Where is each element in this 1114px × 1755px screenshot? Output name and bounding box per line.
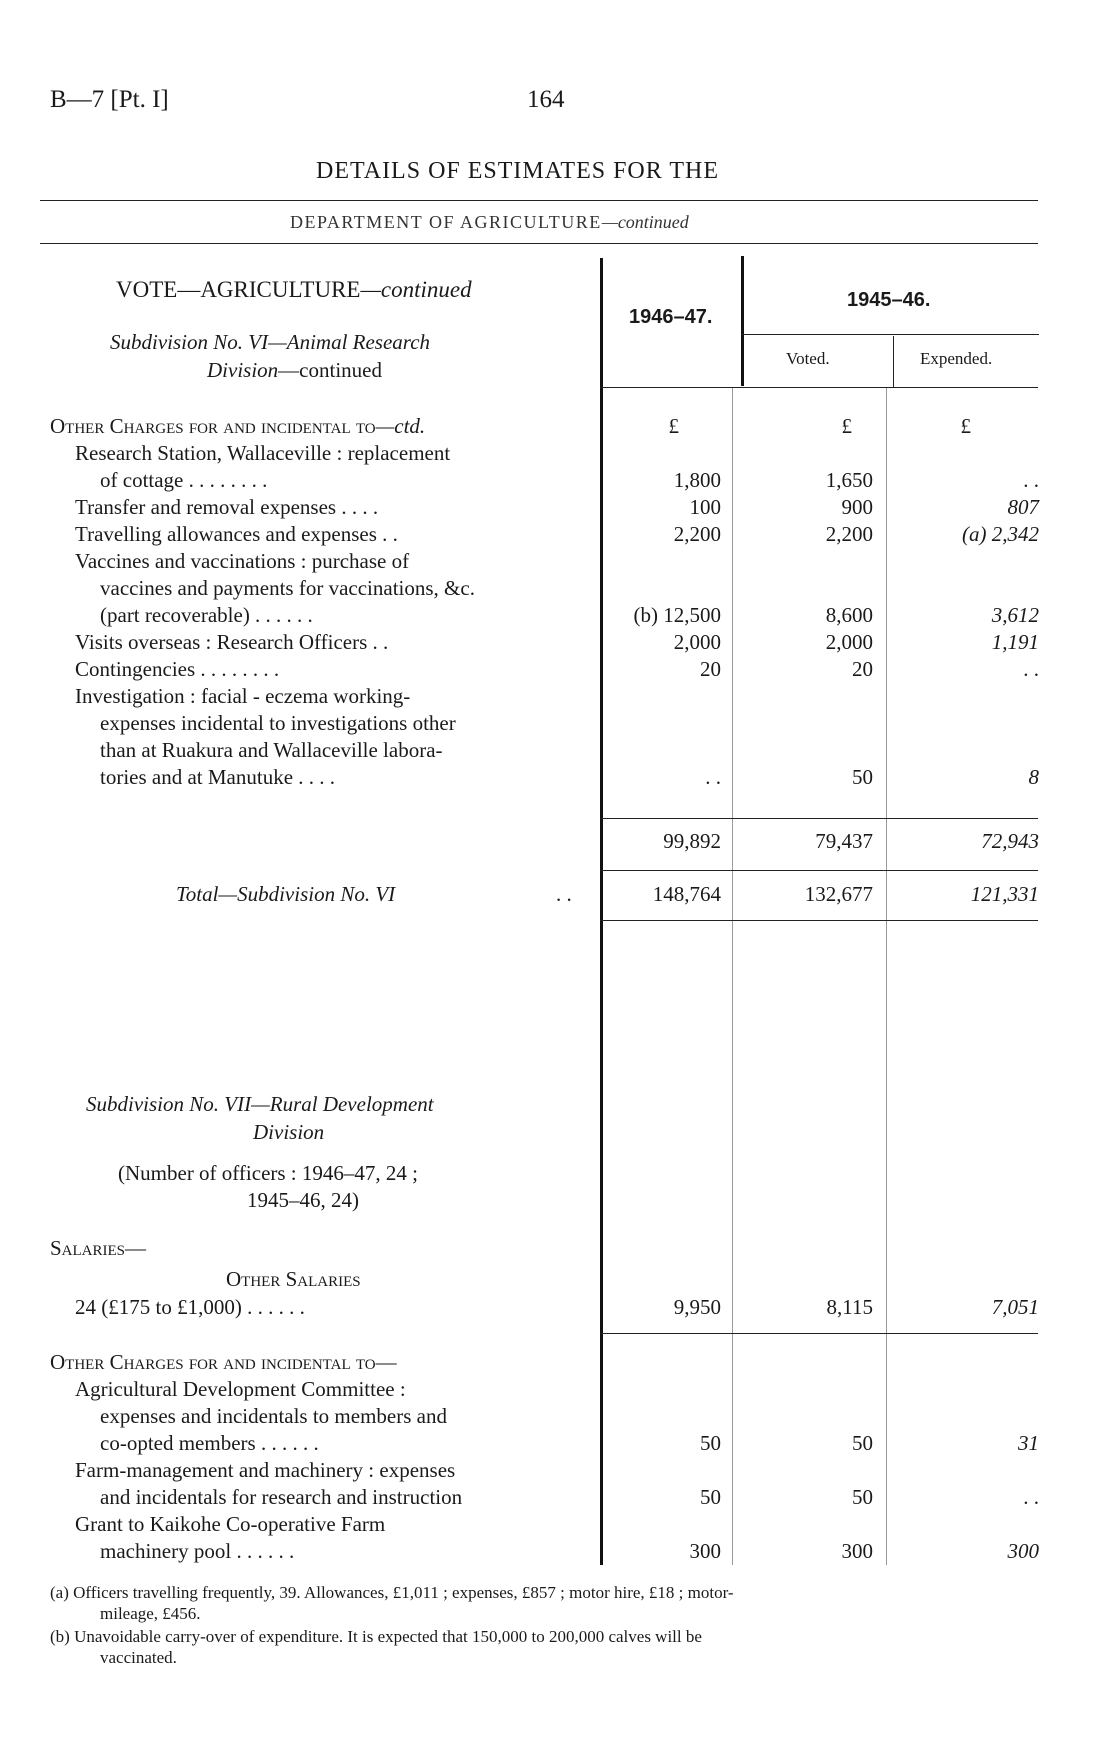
travelling-1946: 2,200 (673, 522, 721, 546)
column-divider-right (886, 388, 887, 1565)
research-station-voted: 1,650 (825, 468, 873, 492)
column-voted: Voted. (786, 349, 830, 368)
vii-other-charges-heading: Other Charges for and incidental to— (50, 1350, 397, 1374)
other-charges-label: Other Charges for and incidental to (50, 414, 376, 438)
transfer-voted: 900 (841, 495, 873, 519)
item-vaccines-line2: vaccines and payments for vaccinations, &c. (100, 576, 475, 600)
visits-expended: 1,191 (991, 630, 1039, 654)
column-1945-46: 1945–46. (847, 289, 931, 311)
title-rule (40, 200, 1038, 201)
total-rule-bottom (600, 920, 1038, 921)
research-station-expended: . . (1023, 468, 1039, 492)
currency-1946: £ (668, 414, 679, 438)
other-charges-heading (50, 414, 425, 439)
column-expended: Expended. (920, 349, 993, 368)
farm-management-1946: 50 (700, 1485, 721, 1509)
total-vi-voted: 132,677 (804, 882, 873, 906)
transfer-1946: 100 (689, 495, 721, 519)
column-divider-mid (732, 388, 733, 1565)
item-investigation-line4: tories and at Manutuke . . . . (100, 765, 336, 789)
currency-voted: £ (841, 414, 852, 438)
vote-heading (116, 277, 472, 303)
salary-1946: 9,950 (673, 1295, 721, 1319)
total-subdivision-vi-label: Total—Subdivision No. VI (176, 882, 396, 906)
subdivision-vii-division: Division (253, 1120, 325, 1144)
investigation-voted: 50 (852, 765, 873, 789)
total-rule-top (600, 870, 1038, 871)
item-travelling: Travelling allowances and expenses . . (75, 522, 398, 546)
section-reference: B—7 [Pt. I] (50, 86, 169, 113)
subdivision-vi-subtitle (207, 358, 382, 383)
subdivision-vi-division: Division (207, 358, 279, 382)
item-agri-committee-line2: expenses and incidentals to members and (100, 1404, 447, 1428)
item-vaccines-line3: (part recoverable) . . . . . . (100, 603, 313, 627)
department-name: DEPARTMENT OF AGRICULTURE (290, 212, 602, 232)
agri-committee-voted: 50 (852, 1431, 873, 1455)
column-divider-left (600, 258, 603, 1565)
transfer-expended: 807 (1007, 495, 1039, 519)
vote-continued: —continued (360, 277, 472, 302)
item-investigation-line3: than at Ruakura and Wallaceville labora- (100, 738, 443, 762)
subdivision-vii-title: Subdivision No. VII—Rural Development (86, 1092, 434, 1116)
column-1946-47: 1946–47. (629, 306, 713, 328)
department-heading (290, 212, 689, 233)
item-kaikohe-grant-line1: Grant to Kaikohe Co-operative Farm (75, 1512, 386, 1536)
agri-committee-expended: 31 (1018, 1431, 1039, 1455)
subtotal-voted: 79,437 (815, 829, 873, 853)
item-transfer: Transfer and removal expenses . . . . (75, 495, 379, 519)
subdivision-vi-title: Subdivision No. VI—Animal Research (110, 330, 431, 354)
column-divider-voted-expended (893, 336, 894, 388)
department-continued: —continued (601, 212, 689, 232)
total-dots: . . (556, 882, 572, 906)
subdivision-vi-continued: —continued (278, 358, 382, 382)
item-investigation-line1: Investigation : facial - eczema working- (75, 684, 411, 708)
total-vi-expended: 121,331 (970, 882, 1039, 906)
kaikohe-grant-1946: 300 (689, 1539, 721, 1563)
investigation-expended: 8 (1028, 765, 1039, 789)
page-number: 164 (527, 86, 565, 113)
vaccines-expended: 3,612 (991, 603, 1039, 627)
visits-voted: 2,000 (825, 630, 873, 654)
header-bottom-rule (600, 387, 1038, 388)
salaries-heading: Salaries— (50, 1236, 147, 1260)
investigation-1946: . . (705, 765, 721, 789)
farm-management-voted: 50 (852, 1485, 873, 1509)
footnote-b-line1: (b) Unavoidable carry-over of expenditure. It is expected that 150,000 to 200,000 calves will be (50, 1627, 702, 1646)
kaikohe-grant-voted: 300 (841, 1539, 873, 1563)
total-vi-1946: 148,764 (652, 882, 721, 906)
item-vaccines-line1: Vaccines and vaccinations : purchase of (75, 549, 410, 573)
item-farm-management-line1: Farm-management and machinery : expenses (75, 1458, 456, 1482)
subtotal-rule (600, 818, 1038, 819)
salary-expended: 7,051 (991, 1295, 1039, 1319)
currency-expended: £ (960, 414, 971, 438)
subtotal-expended: 72,943 (981, 829, 1039, 853)
contingencies-expended: . . (1023, 657, 1039, 681)
column-divider-mid-top (741, 256, 744, 386)
travelling-voted: 2,200 (825, 522, 873, 546)
vaccines-voted: 8,600 (825, 603, 873, 627)
item-research-station-line1: Research Station, Wallaceville : replacement (75, 441, 451, 465)
salary-line: 24 (£175 to £1,000) . . . . . . (75, 1295, 305, 1319)
contingencies-voted: 20 (852, 657, 873, 681)
item-visits-overseas: Visits overseas : Research Officers . . (75, 630, 389, 654)
footnote-b-line2: vaccinated. (100, 1648, 177, 1667)
other-charges-continued: —ctd. (375, 414, 426, 438)
travelling-expended: (a) 2,342 (962, 522, 1039, 546)
vote-title: VOTE—AGRICULTURE (116, 277, 361, 302)
other-salaries-heading: Other Salaries (226, 1267, 361, 1291)
item-kaikohe-grant-line2: machinery pool . . . . . . (100, 1539, 295, 1563)
item-contingencies: Contingencies . . . . . . . . (75, 657, 280, 681)
officers-count-line2: 1945–46, 24) (247, 1188, 359, 1212)
salary-voted: 8,115 (826, 1295, 873, 1319)
item-agri-committee-line1: Agricultural Development Committee : (75, 1377, 406, 1401)
research-station-1946: 1,800 (673, 468, 721, 492)
contingencies-1946: 20 (700, 657, 721, 681)
item-farm-management-line2: and incidentals for research and instruction (100, 1485, 463, 1509)
department-rule (40, 243, 1038, 244)
visits-1946: 2,000 (673, 630, 721, 654)
officers-count-line1: (Number of officers : 1946–47, 24 ; (118, 1161, 418, 1185)
item-research-station-line2: of cottage . . . . . . . . (100, 468, 268, 492)
agri-committee-1946: 50 (700, 1431, 721, 1455)
kaikohe-grant-expended: 300 (1007, 1539, 1039, 1563)
vaccines-1946: (b) 12,500 (633, 603, 721, 627)
header-split-rule (741, 334, 1039, 335)
item-investigation-line2: expenses incidental to investigations other (100, 711, 456, 735)
item-agri-committee-line3: co-opted members . . . . . . (100, 1431, 319, 1455)
subtotal-1946: 99,892 (663, 829, 721, 853)
page-title: DETAILS OF ESTIMATES FOR THE (316, 158, 719, 184)
footnote-a-line2: mileage, £456. (100, 1604, 201, 1623)
salary-rule (600, 1333, 1038, 1334)
footnote-a-line1: (a) Officers travelling frequently, 39. Allowances, £1,011 ; expenses, £857 ; motor hire, £18 ; motor- (50, 1583, 734, 1602)
farm-management-expended: . . (1023, 1485, 1039, 1509)
